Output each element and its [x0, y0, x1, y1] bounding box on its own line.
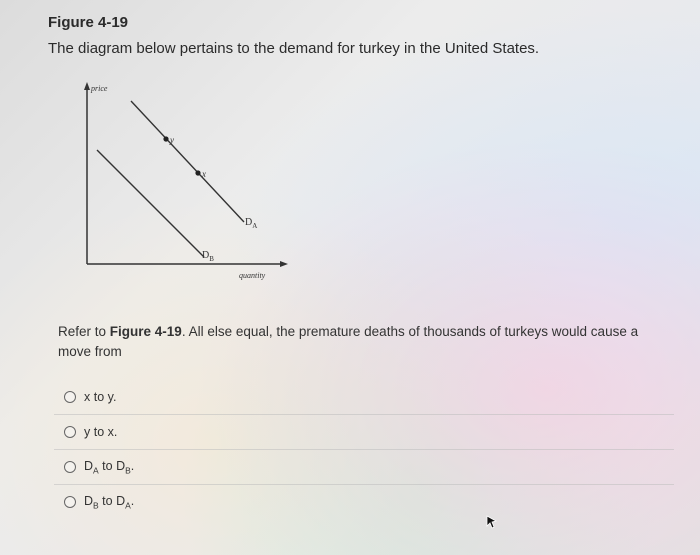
- demand-curve-b: [97, 150, 204, 257]
- option-label-part: y to x.: [84, 425, 118, 439]
- option-label-part: to D: [98, 458, 126, 473]
- option-label: [84, 425, 117, 439]
- y-axis-label: price: [91, 84, 108, 93]
- figure-title: Figure 4-19: [48, 14, 129, 31]
- x-axis-label: quantity: [239, 271, 266, 280]
- option-db-to-da[interactable]: [54, 485, 674, 519]
- option-da-to-db[interactable]: [54, 450, 674, 485]
- curve-a-label: $D_A$: [245, 217, 258, 230]
- x-axis-arrow: [280, 261, 288, 267]
- point-x-label: x: [202, 169, 206, 179]
- option-label-part: .: [130, 458, 135, 473]
- answer-options: [54, 380, 674, 519]
- mouse-cursor-icon: [485, 515, 497, 529]
- option-label-part: A: [93, 465, 99, 476]
- y-axis-arrow: [84, 82, 90, 90]
- radio-button[interactable]: [64, 426, 76, 438]
- curve-b-label: $D_B$: [202, 250, 214, 263]
- option-label-part: B: [125, 465, 131, 476]
- option-label: [84, 494, 134, 511]
- option-label-part: D: [84, 458, 94, 473]
- point-y-label: y: [170, 135, 174, 145]
- option-y-to-x[interactable]: [54, 415, 674, 450]
- point-y: [163, 136, 168, 141]
- option-label-part: .: [130, 493, 135, 508]
- option-label-part: x to y.: [84, 390, 117, 404]
- radio-button[interactable]: [64, 391, 76, 403]
- figure-reference: Figure 4-19: [109, 324, 182, 339]
- option-label-part: to D: [98, 493, 126, 508]
- radio-button[interactable]: [64, 496, 76, 508]
- figure-description: The diagram below pertains to the demand for turkey in the United States.: [48, 40, 540, 57]
- option-label-part: B: [93, 500, 99, 511]
- point-x: [195, 170, 200, 175]
- option-label: [84, 459, 134, 476]
- option-label: [84, 390, 116, 404]
- option-label-part: A: [125, 500, 131, 511]
- radio-button[interactable]: [64, 461, 76, 473]
- question-text: Refer to Figure 4-19. All else equal, the premature deaths of thousands of turkeys would cause a move from: [58, 324, 639, 359]
- option-label-part: D: [84, 493, 94, 508]
- option-x-to-y[interactable]: [54, 380, 674, 415]
- demand-curve-a: [131, 101, 244, 222]
